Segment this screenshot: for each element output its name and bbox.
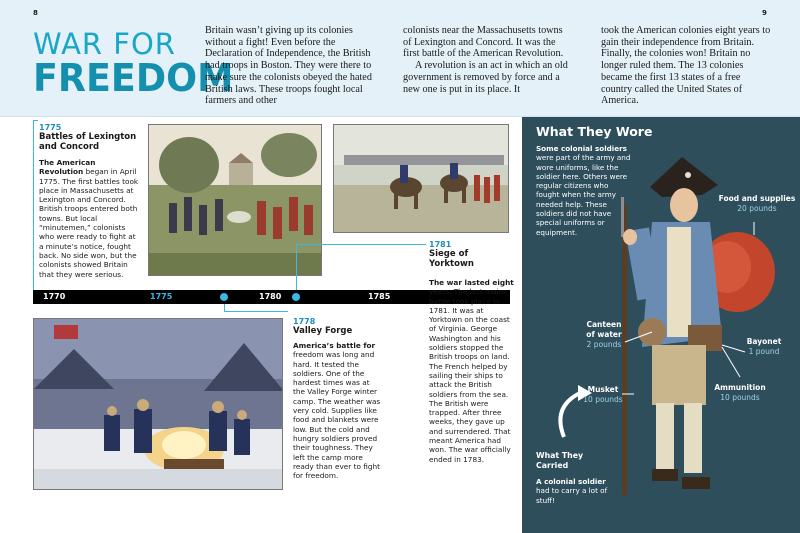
panel-intro-lead: Some colonial soldiers [536,144,627,153]
timeline-dot-1781 [292,293,300,301]
panel-title: What They Wore [536,124,653,139]
label-musket [582,385,624,405]
page-title-line-1: WAR FOR [33,27,176,61]
intro-column-2 [403,25,573,95]
label-weight: 1 pound [748,347,780,356]
event-title: Battles of Lexington and Concord [39,132,137,152]
label-weight: 20 pounds [737,204,777,213]
yorktown-image [334,125,509,233]
timeline-connector [33,120,38,121]
intro-column-3 [601,25,771,107]
carried-lead: A colonial soldier [536,477,606,486]
event-title: Valley Forge [293,326,353,336]
event-text [429,278,514,464]
label-name: Ammunition [714,383,766,392]
event-year: 1775 [39,123,62,132]
page-title-line-2: FREEDOM [33,56,234,100]
event-body: began in April 1775. The first battles took place in Massachusetts at Lexington and Concord. British troops entered both towns. But local “minutemen,” colonists who were ready to fight at a minute’s notice, fought back. No side won, but the colonists showed Britain that they were serious. [39,167,139,279]
valley-forge-illustration [33,318,283,490]
intro-paragraph: colonists near the Massachusetts towns of Lexington and Concord. It was the first battle of the American Revolution. [403,25,564,60]
timeline-tick-1785: 1785 [368,292,391,301]
page-number-left: 8 [33,9,38,17]
event-lexington [39,123,139,279]
label-weight: 10 pounds [720,393,760,402]
label-ammunition [714,383,766,403]
label-bayonet [744,337,784,357]
timeline-tick-1770: 1770 [43,292,66,301]
valley-forge-image [34,319,283,490]
timeline-tick-1775: 1775 [150,292,173,301]
label-food-supplies [712,194,800,214]
what-they-carried-title: What They Carried [536,451,584,470]
event-yorktown [429,240,514,464]
timeline-dot-1778 [220,293,228,301]
label-weight: 10 pounds [583,395,623,404]
intro-paragraph: A revolution is an act in which an old government is removed by force and a new one is put in its place. It [403,60,568,95]
label-name: Canteen of water [586,320,622,339]
timeline-connector [296,244,297,290]
event-valley-forge [293,317,383,480]
label-weight: 2 pounds [586,340,622,349]
timeline-connector [33,120,34,290]
label-name: Musket [587,385,619,394]
intro-paragraph: Britain wasn’t giving up its colonies without a fight! Even before the Declaration of Independence, the British had troops in Boston. They were there to make sure the colonists obeyed the hated British laws. These troops fought local farmers and other [205,25,372,107]
page-number-right: 9 [762,9,767,17]
event-lead: America’s battle for [293,341,376,350]
event-text [39,158,139,279]
event-year: 1781 [429,240,452,249]
event-lead: The war lasted eight [429,278,514,287]
what-they-wore-panel [522,117,800,533]
intro-column-1 [205,25,375,107]
event-year: 1778 [293,317,316,326]
yorktown-surrender-illustration [333,124,509,233]
carried-body: had to carry a lot of stuff! [536,486,608,505]
label-canteen [584,320,624,350]
timeline-tick-1780: 1780 [259,292,282,301]
event-body: freedom was long and hard. It tested the soldiers. One of the hardest times was at the Valley Forge winter camp. The weather was very cold. Supplies like food and blankets were low. But the cold and hungry soldiers proved their toughness. They left the camp more ready than ever to fight for freedom. [293,350,381,481]
timeline-connector [296,244,426,245]
what-they-carried-text [536,477,614,505]
timeline-connector [224,311,288,312]
event-title: Siege of Yorktown [429,249,474,269]
event-body: years. The last major battle took place in 1781. It was at Yorktown on the coast of Virginia. George Washington and his soldiers stopped the British troops on land. The French helped by sailing their ships to attack the British soldiers from the sea. The British were trapped. After three weeks, they gave up and surrendered. That meant America had won. The war officially ended in 1783. [429,287,511,464]
event-text [293,341,383,480]
event-lead: The American Revolution [39,158,96,177]
label-name: Food and supplies [718,194,796,203]
intro-paragraph: took the American colonies eight years to gain their independence from Britain. Finally, the colonies won! Britain no longer ruled them. The 13 colonies became the first 13 states of a free country called the United States of America. [601,25,771,107]
panel-intro-body: were part of the army and wore uniforms, like the soldier here. Others were regular citizens who fought when the army needed help. These soldiers did not have special uniforms or equipment. [536,153,631,237]
label-name: Bayonet [746,337,782,346]
